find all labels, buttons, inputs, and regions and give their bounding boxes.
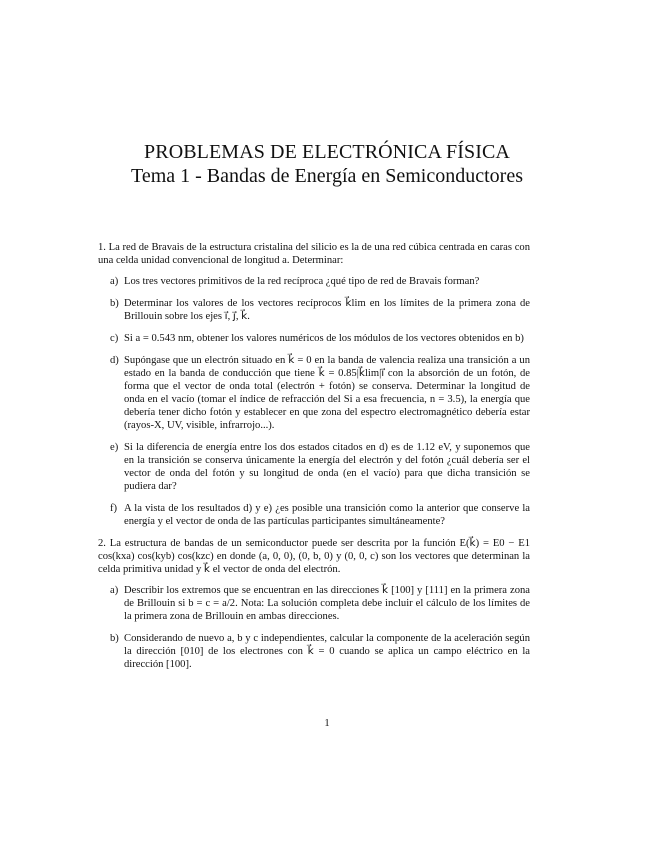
item-text: Si la diferencia de energía entre los dos estados citados en d) es de 1.12 eV, y suponemos que en la transición se conserva únicamente la energía del electrón y del fotón ¿cuál debería ser el vector de onda del fotón y su longitud de onda (en el vacío) para que dicha transición se pudiera dar?	[124, 442, 530, 492]
item-label: f)	[110, 503, 118, 514]
problems-content	[98, 241, 530, 680]
problem-item	[98, 441, 530, 493]
problem-item	[98, 275, 530, 288]
problem-item	[98, 632, 530, 671]
item-text: Si a = 0.543 nm, obtener los valores numéricos de los módulos de los vectores obtenidos en b)	[124, 333, 524, 344]
title-block	[0, 140, 654, 188]
page-number: 1	[324, 718, 330, 729]
problem-intro	[98, 241, 530, 267]
problem-item	[98, 354, 530, 432]
item-text: Supóngase que un electrón situado en k⃗ = 0 en la banda de valencia realiza una transición a un estado en la banda de conducción que tiene k⃗ = 0.85|k⃗lim|i⃗ con la absorción de un fotón, de forma que el vector de onda total (electrón + fotón) se conserva. Determinar la longitud de onda en el vacío (tomar el índice de refracción del Si a esa frecuencia, n = 3.5), la energía que debería tener dicho fotón y establecer en que zona del espectro electromagnético debería estar (rayos-X, UV, visible, infrarrojo...).	[124, 355, 530, 431]
document-title: PROBLEMAS DE ELECTRÓNICA FÍSICA	[144, 141, 510, 163]
item-label: b)	[110, 298, 119, 309]
item-text: Determinar los valores de los vectores recíprocos k⃗lim en los límites de la primera zona de Brillouin sobre los ejes i⃗, j⃗, k⃗.	[124, 298, 530, 322]
item-text: Los tres vectores primitivos de la red recíproca ¿qué tipo de red de Bravais forman?	[124, 276, 480, 287]
problem-items	[98, 584, 530, 671]
problem-item	[98, 584, 530, 623]
item-label: c)	[110, 333, 119, 344]
item-text: Considerando de nuevo a, b y c independientes, calcular la componente de la aceleración según la dirección [010] de los electrones con k⃗ = 0 cuando se aplica un campo eléctrico en la dirección [100].	[124, 633, 530, 670]
problem-item	[98, 332, 530, 345]
item-label: d)	[110, 355, 119, 366]
document-subtitle: Tema 1 - Bandas de Energía en Semiconductores	[131, 165, 523, 187]
item-label: b)	[110, 633, 119, 644]
problem-intro	[98, 537, 530, 576]
item-text: A la vista de los resultados d) y e) ¿es posible una transición como la anterior que conserve la energía y el vector de onda de las partículas participantes simultáneamente?	[124, 503, 530, 527]
problem-intro-text: La red de Bravais de la estructura cristalina del silicio es la de una red cúbica centrada en caras con una celda unidad convencional de longitud a. Determinar:	[98, 242, 530, 266]
item-label: e)	[110, 442, 119, 453]
problem-number: 2.	[98, 538, 106, 549]
item-text: Describir los extremos que se encuentran en las direcciones k⃗ [100] y [111] en la primera zona de Brillouin si b = c = a/2. Nota: La solución completa debe incluir el cálculo de los límites de la primera zona de Brillouin en ambas direcciones.	[124, 585, 530, 622]
problem-item	[98, 502, 530, 528]
problem-2	[98, 537, 530, 671]
problem-1	[98, 241, 530, 528]
problem-items	[98, 275, 530, 528]
item-label: a)	[110, 585, 119, 596]
problem-number: 1.	[98, 242, 106, 253]
problem-item	[98, 297, 530, 323]
problem-intro-text: La estructura de bandas de un semiconductor puede ser descrita por la función E(k⃗) = E0 − E1 cos(kxa) cos(kyb) cos(kzc) en donde (a, 0, 0), (0, b, 0) y (0, 0, c) son los vectores que determinan la celda primitiva unidad y k⃗ el vector de onda del electrón.	[98, 538, 530, 575]
item-label: a)	[110, 276, 119, 287]
